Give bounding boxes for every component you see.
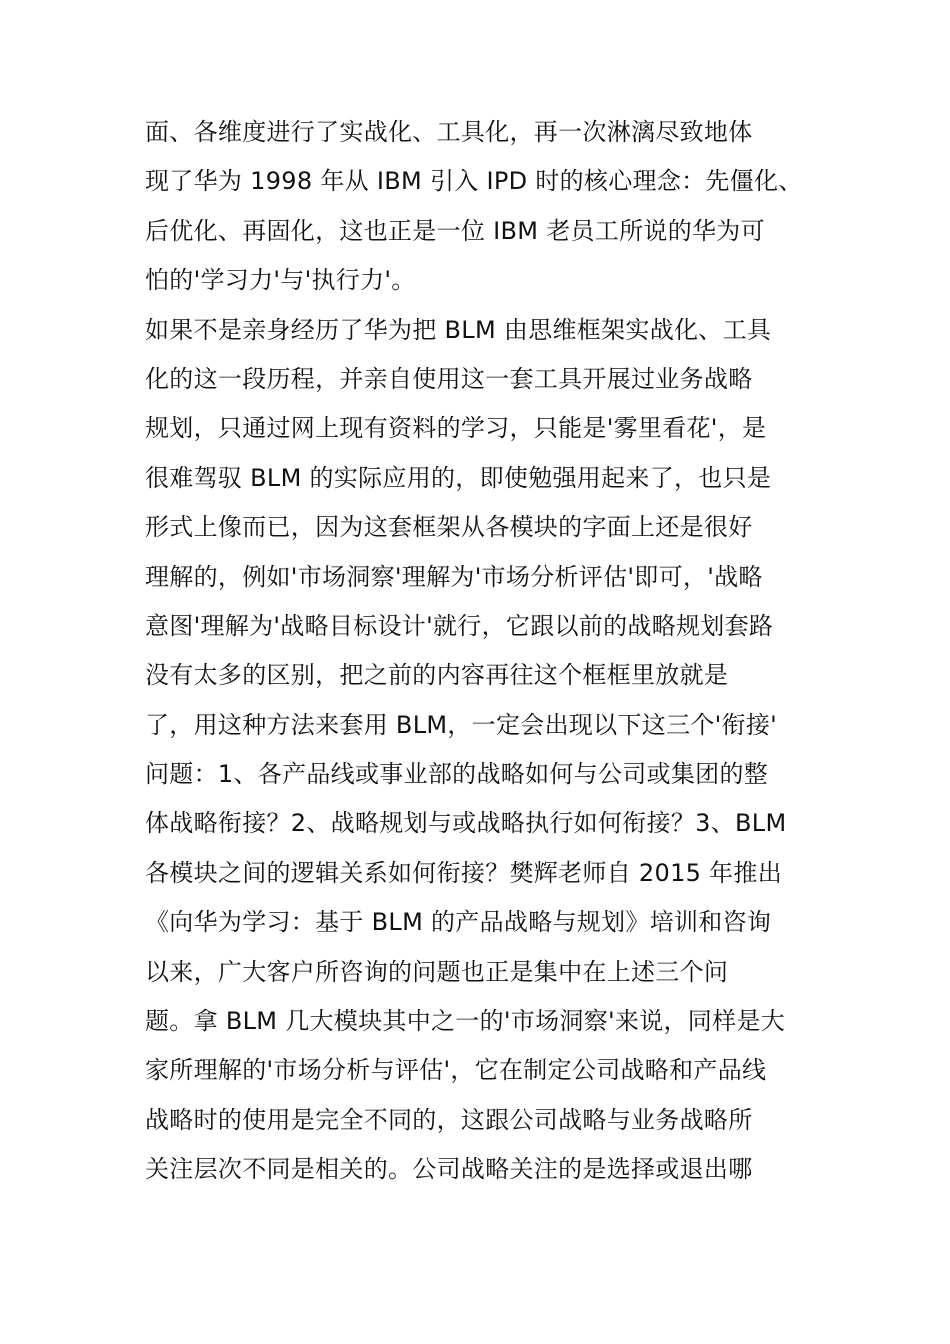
text-line: 形式上像而已，因为这套框架从各模块的字面上还是很好 bbox=[145, 513, 753, 542]
text-line: 如果不是亲身经历了华为把 BLM 由思维框架实战化、工具 bbox=[145, 315, 772, 344]
text-line: 家所理解的'市场分析与评估'，它在制定公司战略和产品线 bbox=[145, 1056, 767, 1085]
text-line: 规划，只通过网上现有资料的学习，只能是'雾里看花'，是 bbox=[145, 414, 767, 443]
text-line: 问题：1、各产品线或事业部的战略如何与公司或集团的整 bbox=[145, 760, 769, 789]
text-line: 了，用这种方法来套用 BLM，一定会出现以下这三个'衔接' bbox=[145, 710, 778, 739]
text-line: 没有太多的区别，把之前的内容再往这个框框里放就是 bbox=[145, 661, 729, 690]
body-text bbox=[145, 108, 845, 1195]
text-line: 意图'理解为'战略目标设计'就行，它跟以前的战略规划套路 bbox=[145, 611, 774, 640]
text-line: 后优化、再固化，这也正是一位 IBM 老员工所说的华为可 bbox=[145, 216, 765, 245]
text-line: 面、各维度进行了实战化、工具化，再一次淋漓尽致地体 bbox=[145, 118, 753, 146]
text-line: 理解的，例如'市场洞察'理解为'市场分析评估'即可，'战略 bbox=[145, 562, 763, 591]
text-line: 现了华为 1998 年从 IBM 引入 IPD 时的核心理念：先僵化、 bbox=[145, 167, 803, 196]
text-line: 关注层次不同是相关的。公司战略关注的是选择或退出哪 bbox=[145, 1155, 753, 1184]
text-line: 各模块之间的逻辑关系如何衔接？樊辉老师自 2015 年推出 bbox=[145, 858, 783, 887]
text-line: 体战略衔接？2、战略规划与或战略执行如何衔接？3、BLM bbox=[145, 809, 787, 838]
text-line: 化的这一段历程，并亲自使用这一套工具开展过业务战略 bbox=[145, 364, 753, 393]
text-line: 题。拿 BLM 几大模块其中之一的'市场洞察'来说，同样是大 bbox=[145, 1007, 785, 1036]
text-line: 战略时的使用是完全不同的，这跟公司战略与业务战略所 bbox=[145, 1105, 753, 1134]
text-line: 以来，广大客户所咨询的问题也正是集中在上述三个问 bbox=[145, 957, 729, 986]
text-line: 很难驾驭 BLM 的实际应用的，即使勉强用起来了，也只是 bbox=[145, 463, 772, 492]
text-line: 怕的'学习力'与'执行力'。 bbox=[145, 266, 416, 295]
text-line: 《向华为学习：基于 BLM 的产品战略与规划》培训和咨询 bbox=[145, 908, 772, 937]
